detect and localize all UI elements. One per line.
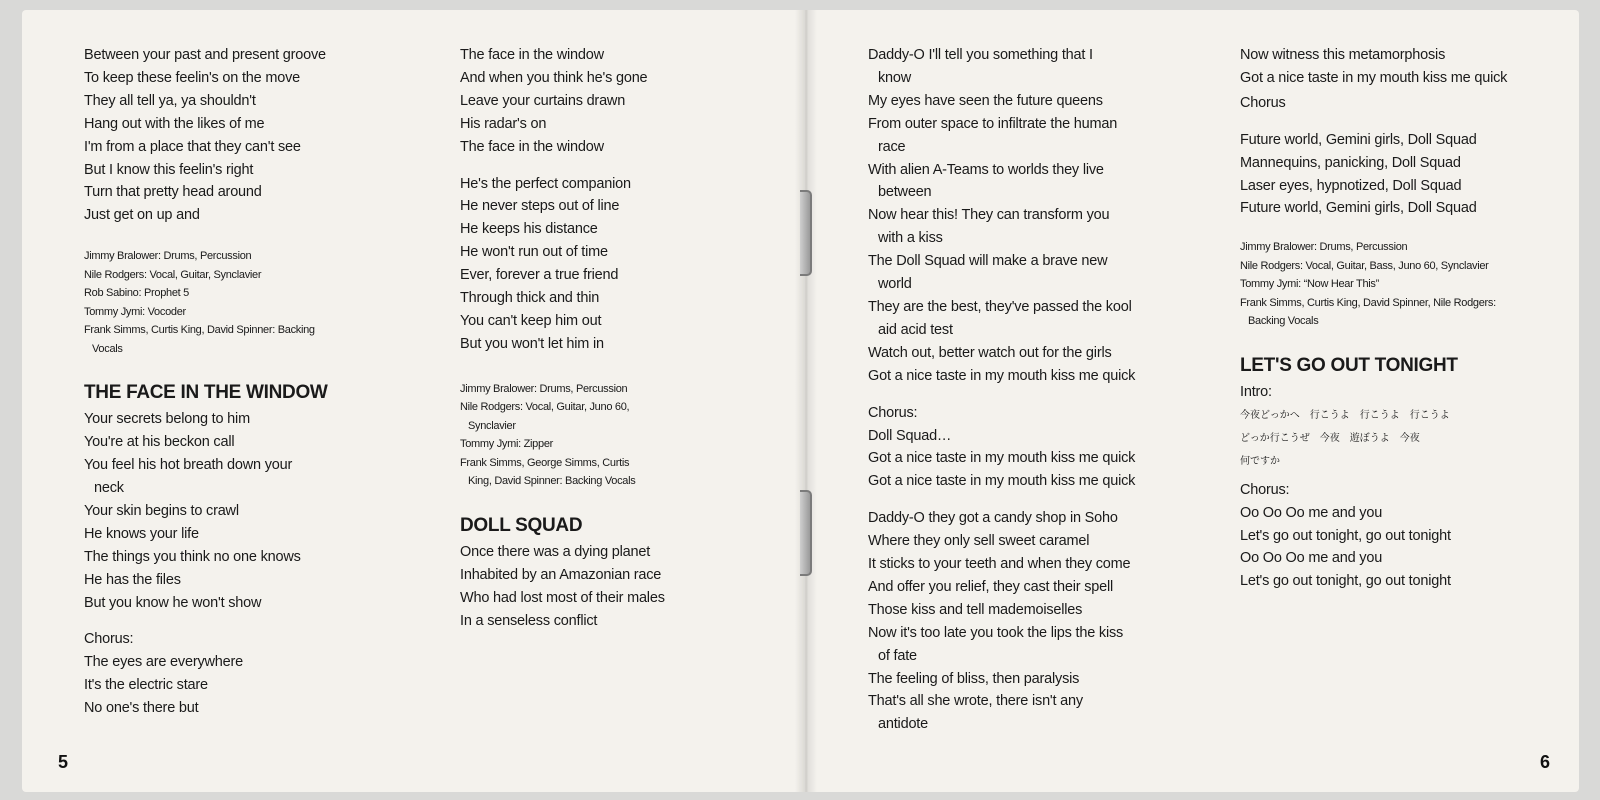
credit-line: Tommy Jymi: Vocoder [84,305,186,318]
lyric-line: But you won't let him in [460,335,604,352]
lyric-line: He won't run out of time [460,244,608,261]
lyric-line: between [878,184,932,201]
song-title: LET'S GO OUT TONIGHT [1240,354,1458,376]
credit-line: Tommy Jymi: “Now Hear This” [1240,278,1379,291]
lyric-line: The Doll Squad will make a brave new [868,253,1108,270]
lyric-line: Those kiss and tell mademoiselles [868,601,1083,618]
page-number-right: 6 [1540,752,1551,772]
lyric-line: neck [94,479,124,496]
song-title: THE FACE IN THE WINDOW [84,382,328,404]
lyric-line: But I know this feelin's right [84,161,254,178]
japanese-lyric-line: どっか行こうぜ 今夜 遊ぼうよ 今夜 [1240,432,1420,444]
lyric-line: The things you think no one knows [84,548,301,565]
staple-bottom [800,490,812,576]
lyric-line: He keeps his distance [460,221,598,238]
japanese-lyric-line: 今夜どっかへ 行こうよ 行こうよ 行こうよ [1240,409,1450,421]
credit-line: Nile Rodgers: Vocal, Guitar, Synclavier [84,268,262,281]
lyric-line: That's all she wrote, there isn't any [868,693,1083,710]
lyric-line: Got a nice taste in my mouth kiss me quick [868,473,1136,490]
lyric-line: Laser eyes, hypnotized, Doll Squad [1240,177,1462,194]
credit-line: Frank Simms, Curtis King, David Spinner: Backing [84,324,315,337]
lyric-line: Mannequins, panicking, Doll Squad [1240,154,1461,171]
lyric-line: Got a nice taste in my mouth kiss me quick [868,367,1136,384]
lyric-line: antidote [878,716,928,733]
chorus-label: Chorus: [868,404,918,421]
lyric-line: Turn that pretty head around [84,184,262,201]
lyric-line: It sticks to your teeth and when they come [868,556,1131,573]
lyric-line: Now witness this metamorphosis [1240,47,1446,63]
page-number-left: 5 [58,752,69,772]
column-3 [868,44,1198,736]
lyric-line: Let's go out tonight, go out tonight [1240,573,1451,590]
chorus-label: Chorus [1240,94,1286,111]
credit-line: Jimmy Bralower: Drums, Percussion [1240,241,1408,254]
lyric-line: He knows your life [84,525,199,542]
credit-line: Backing Vocals [1248,315,1319,328]
lyric-line: He's the perfect companion [460,175,631,192]
lyric-line: Daddy-O I'll tell you something that I [868,47,1093,63]
credit-line: Nile Rodgers: Vocal, Guitar, Bass, Juno 60, Synclavier [1240,259,1489,272]
lyric-line: Who had lost most of their males [460,589,665,606]
lyric-line: The feeling of bliss, then paralysis [868,670,1080,687]
lyric-line: His radar's on [460,115,547,132]
lyric-line: Your secrets belong to him [84,411,250,428]
lyric-line: Watch out, better watch out for the girls [868,344,1112,361]
credit-line: King, David Spinner: Backing Vocals [468,475,636,488]
lyric-line: He has the files [84,571,181,588]
lyric-line: From outer space to infiltrate the human [868,115,1118,132]
lyric-line: My eyes have seen the future queens [868,92,1103,109]
lyric-line: You can't keep him out [460,312,602,329]
lyric-line: Let's go out tonight, go out tonight [1240,527,1451,544]
lyric-line: Doll Squad… [868,427,952,444]
lyric-line: He never steps out of line [460,198,620,215]
lyric-line: Once there was a dying planet [460,543,651,560]
lyric-line: race [878,138,906,155]
lyric-line: Between your past and present groove [84,47,326,63]
lyric-line: But you know he won't show [84,594,262,611]
lyric-line: Got a nice taste in my mouth kiss me quick [1240,69,1508,86]
lyric-line: With alien A-Teams to worlds they live [868,161,1104,178]
lyric-line: Where they only sell sweet caramel [868,533,1090,550]
lyric-line: Ever, forever a true friend [460,267,619,284]
credit-line: Frank Simms, George Simms, Curtis [460,456,630,469]
lyric-line: And when you think he's gone [460,69,648,86]
lyric-line: with a kiss [878,230,943,247]
column-4 [1240,44,1570,593]
column-1 [84,44,414,720]
credit-line: Synclavier [468,419,516,432]
lyric-line: Through thick and thin [460,290,600,307]
lyric-line: know [878,69,912,86]
lyric-line: Future world, Gemini girls, Doll Squad [1240,131,1477,148]
credit-line: Jimmy Bralower: Drums, Percussion [460,382,628,395]
song-title: DOLL SQUAD [460,514,583,536]
chorus-label: Chorus: [84,631,134,648]
lyric-line: They all tell ya, ya shouldn't [84,92,256,109]
lyric-line: To keep these feelin's on the move [84,69,301,86]
lyric-line: They are the best, they've passed the kool [868,298,1132,315]
lyric-line: The eyes are everywhere [84,654,244,671]
lyric-line: of fate [878,647,917,664]
japanese-lyric-line: 何ですか [1240,455,1280,467]
lyric-line: You're at his beckon call [84,434,235,451]
intro-label: Intro: [1240,383,1272,400]
lyric-line: Just get on up and [84,207,200,224]
chorus-label: Chorus: [1240,481,1290,498]
credit-line: Frank Simms, Curtis King, David Spinner, Nile Rodgers: [1240,296,1496,309]
lyric-line: And offer you relief, they cast their spell [868,578,1114,595]
lyric-line: Now hear this! They can transform you [868,207,1110,224]
lyric-line: Inhabited by an Amazonian race [460,566,662,583]
lyric-line: In a senseless conflict [460,612,598,629]
credit-line: Vocals [92,342,123,355]
lyric-line: world [878,276,912,293]
credit-line: Nile Rodgers: Vocal, Guitar, Juno 60, [460,401,630,414]
column-2 [460,44,790,632]
credit-line: Jimmy Bralower: Drums, Percussion [84,250,252,263]
spine-gutter [795,10,817,792]
lyric-line: aid acid test [878,321,953,338]
lyric-line: Now it's too late you took the lips the kiss [868,624,1124,641]
lyric-line: Daddy-O they got a candy shop in Soho [868,510,1118,527]
lyric-line: Future world, Gemini girls, Doll Squad [1240,200,1477,217]
lyric-line: Got a nice taste in my mouth kiss me quick [868,450,1136,467]
lyric-line: Oo Oo Oo me and you [1240,550,1383,567]
lyric-line: Leave your curtains drawn [460,92,626,109]
lyric-line: The face in the window [460,138,604,155]
lyric-line: Your skin begins to crawl [84,502,239,519]
credit-line: Tommy Jymi: Zipper [460,438,553,451]
lyric-line: Oo Oo Oo me and you [1240,504,1383,521]
lyric-line: No one's there but [84,700,199,717]
staple-top [800,190,812,276]
credit-line: Rob Sabino: Prophet 5 [84,287,190,300]
lyric-line: Hang out with the likes of me [84,115,265,132]
lyric-line: It's the electric stare [84,677,208,694]
lyric-line: I'm from a place that they can't see [84,138,301,155]
lyric-line: You feel his hot breath down your [84,457,293,474]
lyric-line: The face in the window [460,47,604,63]
